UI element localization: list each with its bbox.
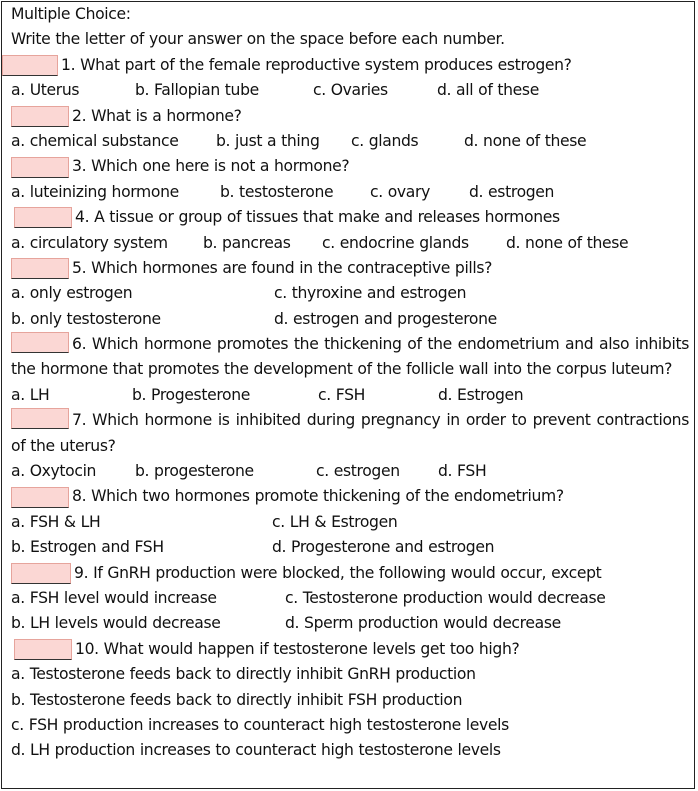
answer-blank-2[interactable] (11, 106, 69, 127)
question-text-2: 2. What is a hormone? (72, 106, 242, 125)
option-6c: c. FSH (318, 385, 366, 404)
question-7 (11, 408, 689, 459)
instruction: Write the letter of your answer on the space before each number. (11, 30, 505, 49)
option-10b: b. Testosterone feeds back to directly inhibit FSH production (11, 690, 463, 709)
options-3 (11, 180, 689, 205)
option-4d: d. none of these (506, 233, 629, 252)
options-9-row1 (11, 586, 689, 611)
answer-blank-7[interactable] (11, 408, 69, 429)
question-5 (11, 256, 689, 281)
option-3d: d. estrogen (469, 182, 555, 201)
question-text-4: 4. A tissue or group of tissues that make and releases hormones (75, 208, 560, 227)
question-text-6: 6. Which hormone promotes the thickening of the endometrium and also inhibits the hormone that promotes the development of the follicle wall into the corpus luteum? (11, 335, 689, 379)
options-2 (11, 129, 689, 154)
option-1a: a. Uterus (11, 81, 80, 100)
options-1 (11, 78, 689, 103)
question-text-5: 5. Which hormones are found in the contraceptive pills? (72, 258, 493, 277)
question-1 (11, 53, 689, 78)
option-5d: d. estrogen and progesterone (274, 309, 497, 328)
option-2b: b. just a thing (216, 131, 320, 150)
question-text-9: 9. If GnRH production were blocked, the following would occur, except (74, 563, 602, 582)
answer-blank-9[interactable] (11, 563, 71, 584)
option-3c: c. ovary (370, 182, 430, 201)
question-text-10: 10. What would happen if testosterone levels get too high? (75, 639, 520, 658)
question-2 (11, 104, 689, 129)
option-10a: a. Testosterone feeds back to directly inhibit GnRH production (11, 665, 476, 684)
option-3b: b. testosterone (220, 182, 334, 201)
option-9a: a. FSH level would increase (11, 589, 217, 608)
heading: Multiple Choice: (11, 5, 131, 23)
options-4 (11, 231, 689, 256)
option-7b: b. progesterone (135, 462, 254, 481)
option-4c: c. endocrine glands (322, 233, 469, 252)
option-9d: d. Sperm production would decrease (285, 614, 561, 633)
option-5c: c. thyroxine and estrogen (274, 284, 467, 303)
option-5b: b. only testosterone (11, 309, 161, 328)
option-8b: b. Estrogen and FSH (11, 538, 164, 557)
question-text-3: 3. Which one here is not a hormone? (72, 157, 350, 176)
option-8a: a. FSH & LH (11, 512, 101, 531)
option-6d: d. Estrogen (438, 385, 524, 404)
answer-blank-8[interactable] (11, 487, 69, 508)
options-7 (11, 459, 689, 484)
option-1b: b. Fallopian tube (135, 81, 259, 100)
option-1d: d. all of these (437, 81, 539, 100)
question-8 (11, 484, 689, 509)
option-1c: c. Ovaries (313, 81, 388, 100)
options-5-row2 (11, 307, 689, 332)
option-10c: c. FSH production increases to counteract high testosterone levels (11, 716, 509, 734)
options-9-row2 (11, 611, 689, 636)
answer-blank-3[interactable] (11, 157, 69, 178)
question-text-7: 7. Which hormone is inhibited during pregnancy in order to prevent contractions of the uterus? (11, 411, 689, 455)
option-5a: a. only estrogen (11, 284, 133, 303)
answer-blank-6[interactable] (11, 332, 69, 353)
question-text-1: 1. What part of the female reproductive system produces estrogen? (61, 55, 572, 74)
answer-blank-10[interactable] (14, 639, 72, 660)
option-2a: a. chemical substance (11, 131, 179, 150)
option-7a: a. Oxytocin (11, 462, 97, 481)
question-9 (11, 561, 689, 586)
options-8-row2 (11, 535, 689, 560)
option-7c: c. estrogen (316, 462, 400, 481)
option-8d: d. Progesterone and estrogen (272, 538, 495, 557)
question-10 (11, 637, 689, 662)
options-8-row1 (11, 510, 689, 535)
question-6 (11, 332, 689, 383)
option-2d: d. none of these (464, 131, 587, 150)
option-6b: b. Progesterone (132, 385, 251, 404)
option-9c: c. Testosterone production would decrease (285, 589, 606, 608)
option-7d: d. FSH (438, 462, 487, 481)
option-3a: a. luteinizing hormone (11, 182, 179, 201)
answer-blank-5[interactable] (11, 258, 69, 279)
option-4a: a. circulatory system (11, 233, 168, 252)
answer-blank-1[interactable] (2, 55, 58, 76)
question-4 (11, 205, 689, 230)
option-9b: b. LH levels would decrease (11, 614, 221, 633)
option-6a: a. LH (11, 385, 50, 404)
option-4b: b. pancreas (203, 233, 291, 252)
question-text-8: 8. Which two hormones promote thickening of the endometrium? (72, 487, 564, 506)
quiz-sheet (1, 1, 695, 789)
option-10d: d. LH production increases to counteract high testosterone levels (11, 741, 501, 760)
options-6 (11, 383, 689, 408)
question-3 (11, 154, 689, 179)
answer-blank-4[interactable] (14, 207, 72, 228)
options-5-row1 (11, 281, 689, 306)
option-2c: c. glands (351, 131, 419, 150)
option-8c: c. LH & Estrogen (272, 512, 398, 531)
